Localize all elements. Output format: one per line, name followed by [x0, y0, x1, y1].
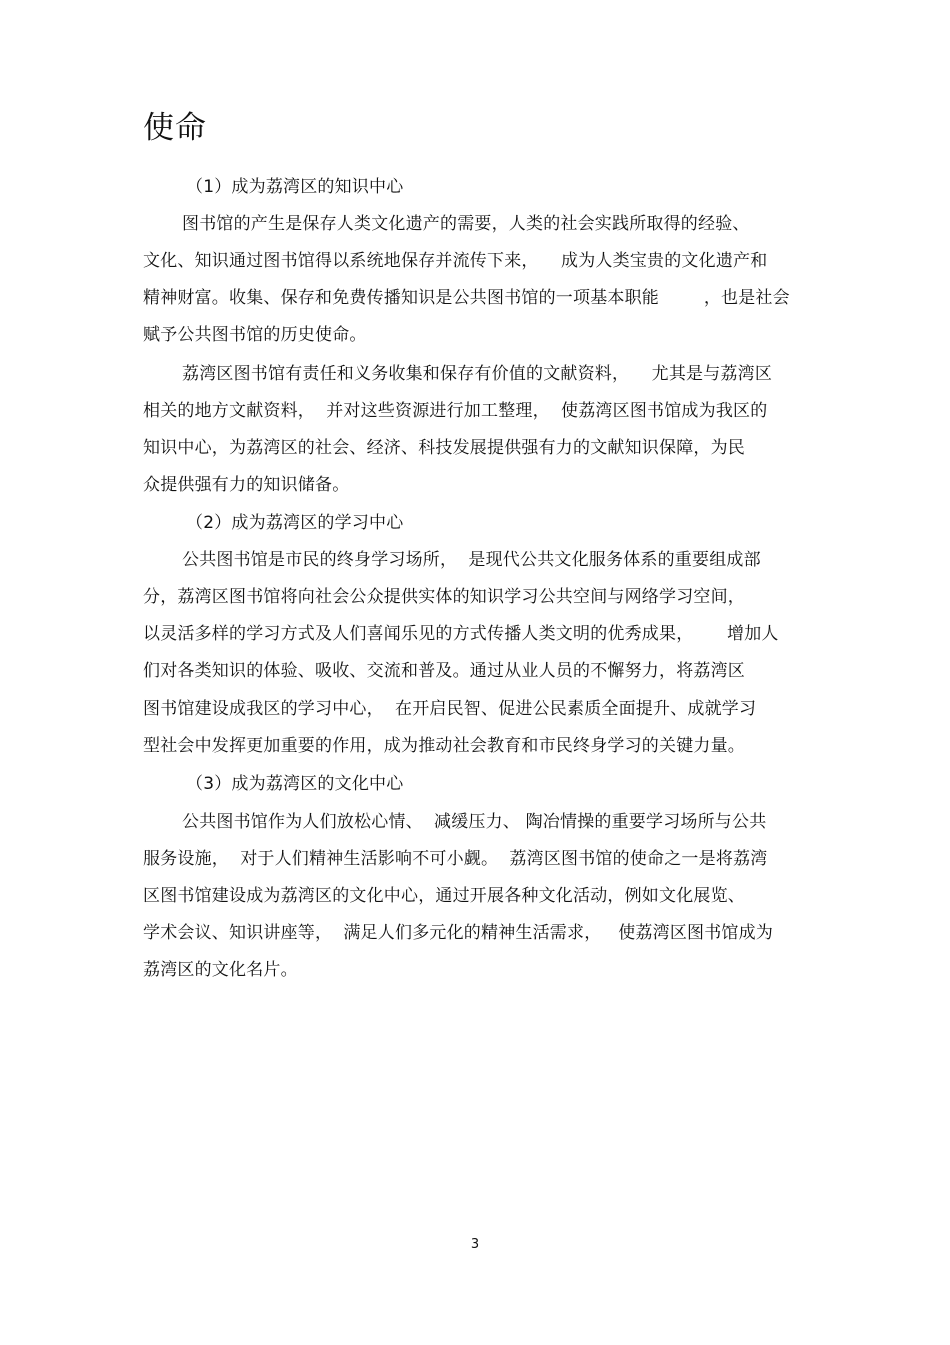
- section-2-paragraph-1-line-2: 分，荔湾区图书馆将向社会公众提供实体的知识学习公共空间与网络学习空间，: [143, 587, 745, 607]
- section-2-paragraph-1-line-4: 们对各类知识的体验、吸收、交流和普及。通过从业人员的不懈努力，将荔湾区: [143, 661, 745, 681]
- section-3-paragraph-1-line-5: 荔湾区的文化名片。: [143, 960, 298, 980]
- section-3-paragraph-1-line-2: 服务设施， 对于人们精神生活影响不可小觑。 荔湾区图书馆的使命之一是将荔湾: [143, 849, 768, 869]
- section-2-paragraph-1-line-5: 图书馆建设成我区的学习中心， 在开启民智、促进公民素质全面提升、成就学习: [143, 699, 757, 719]
- section-3-heading: （3）成为荔湾区的文化中心: [186, 774, 404, 794]
- section-1-paragraph-2-line-1: 荔湾区图书馆有责任和义务收集和保存有价值的文献资料， 尤其是与荔湾区: [182, 364, 773, 384]
- section-1-paragraph-1-line-4: 赋予公共图书馆的历史使命。: [143, 325, 367, 345]
- section-3-paragraph-1-line-4: 学术会议、知识讲座等， 满足人们多元化的精神生活需求， 使荔湾区图书馆成为: [143, 923, 774, 943]
- page-number: 3: [470, 1237, 480, 1252]
- section-1-paragraph-2-line-2: 相关的地方文献资料， 并对这些资源进行加工整理， 使荔湾区图书馆成为我区的: [143, 401, 768, 421]
- section-2-paragraph-1-line-1: 公共图书馆是市民的终身学习场所， 是现代公共文化服务体系的重要组成部: [182, 550, 761, 570]
- section-2-paragraph-1-line-3: 以灵活多样的学习方式及人们喜闻乐见的方式传播人类文明的优秀成果， 增加人: [143, 624, 779, 644]
- section-2-heading: （2）成为荔湾区的学习中心: [186, 513, 404, 533]
- section-1-paragraph-1-line-1: 图书馆的产生是保存人类文化遗产的需要，人类的社会实践所取得的经验、: [182, 214, 750, 234]
- section-1-paragraph-2-line-4: 众提供强有力的知识储备。: [143, 475, 350, 495]
- page-title: 使命: [143, 110, 207, 146]
- section-1-paragraph-1-line-3: 精神财富。收集、保存和免费传播知识是公共图书馆的一项基本职能 ，也是社会: [143, 288, 790, 308]
- section-1-paragraph-2-line-3: 知识中心，为荔湾区的社会、经济、科技发展提供强有力的文献知识保障，为民: [143, 438, 745, 458]
- section-3-paragraph-1-line-1: 公共图书馆作为人们放松心情、 减缓压力、 陶冶情操的重要学习场所与公共: [182, 812, 767, 832]
- section-1-heading: （1）成为荔湾区的知识中心: [186, 177, 404, 197]
- section-1-paragraph-1-line-2: 文化、知识通过图书馆得以系统地保存并流传下来， 成为人类宝贵的文化遗产和: [143, 251, 768, 271]
- section-2-paragraph-1-line-6: 型社会中发挥更加重要的作用，成为推动社会教育和市民终身学习的关键力量。: [143, 736, 745, 756]
- section-3-paragraph-1-line-3: 区图书馆建设成为荔湾区的文化中心，通过开展各种文化活动，例如文化展览、: [143, 886, 745, 906]
